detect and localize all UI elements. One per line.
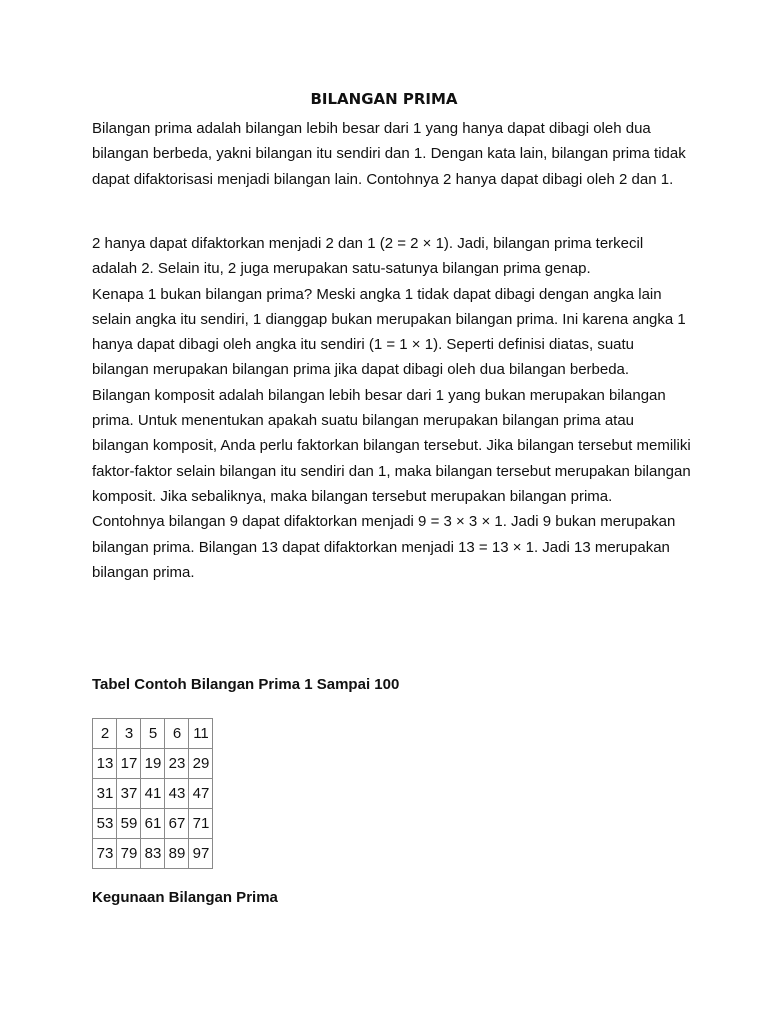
table-cell: 97 — [189, 839, 213, 869]
table-cell: 79 — [117, 839, 141, 869]
table-cell: 71 — [189, 809, 213, 839]
paragraph-smallest-prime: 2 hanya dapat difaktorkan menjadi 2 dan 1 (2 = 2 × 1). Jadi, bilangan prima terkecil adalah 2. Selain itu, 2 juga merupakan satu-satunya bilangan prima genap. — [92, 235, 644, 278]
table-row — [93, 779, 213, 809]
intro-paragraph-block — [92, 116, 692, 192]
table-cell: 43 — [165, 779, 189, 809]
table-cell: 67 — [165, 809, 189, 839]
table-cell: 61 — [141, 809, 165, 839]
table-row — [93, 839, 213, 869]
table-cell: 11 — [189, 719, 213, 749]
table-cell: 23 — [165, 749, 189, 779]
paragraph-example: Contohnya bilangan 9 dapat difaktorkan menjadi 9 = 3 × 3 × 1. Jadi 9 bukan merupakan bilangan prima. Bilangan 13 dapat difaktorkan menjadi 13 = 13 × 1. Jadi 13 merupakan bilangan prima. — [92, 513, 676, 581]
table-cell: 5 — [141, 719, 165, 749]
table-cell: 47 — [189, 779, 213, 809]
table-cell: 19 — [141, 749, 165, 779]
paragraph-why-not-one: Kenapa 1 bukan bilangan prima? Meski angka 1 tidak dapat dibagi dengan angka lain selain angka itu sendiri, 1 dianggap bukan merupakan bilangan prima. Ini karena angka 1 hanya dapat dibagi oleh angka itu sendiri (1 = 1 × 1). Seperti definisi diatas, suatu bilangan merupakan bilangan prima jika dapat dibagi oleh dua bilangan berbeda. — [92, 285, 686, 379]
table-cell: 13 — [93, 749, 117, 779]
table-heading: Tabel Contoh Bilangan Prima 1 Sampai 100 — [92, 676, 400, 693]
table-cell: 31 — [93, 779, 117, 809]
explanation-paragraph-block — [92, 231, 692, 585]
table-cell: 83 — [141, 839, 165, 869]
table-cell: 3 — [117, 719, 141, 749]
table-cell: 29 — [189, 749, 213, 779]
table-row — [93, 809, 213, 839]
table-cell: 2 — [93, 719, 117, 749]
paragraph-composite: Bilangan komposit adalah bilangan lebih besar dari 1 yang bukan merupakan bilangan prima. Untuk menentukan apakah suatu bilangan merupakan bilangan prima atau bilangan komposit, Anda perlu faktorkan bilangan tersebut. Jika bilangan tersebut memiliki faktor-faktor selain bilangan itu sendiri dan 1, maka bilangan tersebut merupakan bilangan komposit. Jika sebaliknya, maka bilangan tersebut merupakan bilangan prima. — [92, 386, 691, 505]
table-row — [93, 749, 213, 779]
table-cell: 37 — [117, 779, 141, 809]
prime-table — [92, 718, 213, 869]
paragraph-definition: Bilangan prima adalah bilangan lebih besar dari 1 yang hanya dapat dibagi oleh dua bilangan berbeda, yakni bilangan itu sendiri dan 1. Dengan kata lain, bilangan prima tidak dapat difaktorisasi menjadi bilangan lain. Contohnya 2 hanya dapat dibagi oleh 2 dan 1. — [92, 120, 686, 188]
page-title: BILANGAN PRIMA — [310, 90, 458, 108]
table-cell: 89 — [165, 839, 189, 869]
table-cell: 6 — [165, 719, 189, 749]
table-cell: 53 — [93, 809, 117, 839]
table-cell: 17 — [117, 749, 141, 779]
usage-heading: Kegunaan Bilangan Prima — [92, 889, 278, 906]
table-cell: 41 — [141, 779, 165, 809]
table-cell: 59 — [117, 809, 141, 839]
table-cell: 73 — [93, 839, 117, 869]
table-row — [93, 719, 213, 749]
